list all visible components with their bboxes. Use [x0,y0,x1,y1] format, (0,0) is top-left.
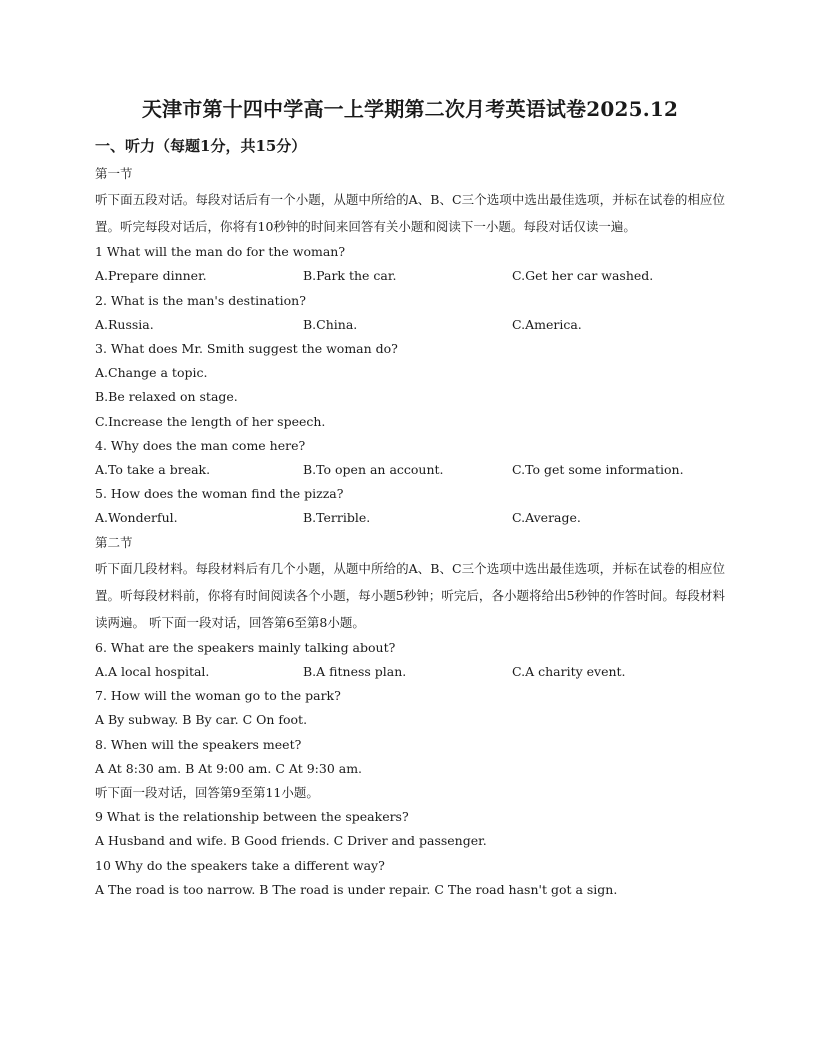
q3-option-b: B.Be relaxed on stage. [95,389,238,405]
question-6-options [95,660,725,684]
part1-label: 第一节 [95,166,133,181]
exam-page [95,94,725,902]
question-3: 3. What does Mr. Smith suggest the woman do? [95,341,398,357]
question-10: 10 Why do the speakers take a different way? [95,857,385,873]
q6-option-b: B.A fitness plan. [303,664,407,680]
q8-options: A At 8:30 am. B At 9:00 am. C At 9:30 am. [95,760,363,776]
question-5: 5. How does the woman find the pizza? [95,486,344,502]
question-6: 6. What are the speakers mainly talking about? [95,639,396,655]
q10-options: A The road is too narrow. B The road is under repair. C The road hasn't got a sign. [95,881,618,897]
q4-option-b: B.To open an account. [303,462,444,478]
q4-option-a: A.To take a break. [95,462,211,478]
q4-option-c: C.To get some information. [512,462,684,478]
q7-options: A By subway. B By car. C On foot. [95,712,308,728]
q3-option-a: A.Change a topic. [95,365,208,381]
q2-option-b: B.China. [303,316,358,332]
question-8: 8. When will the speakers meet? [95,736,302,752]
part1-instructions: 听下面五段对话。每段对话后有一个小题，从题中所给的A、B、C三个选项中选出最佳选项，并标在试卷的相应位置。听完每段对话后，你将有10秒钟的时间来回答有关小题和阅读下一小题。每段对话仅读一遍。 [95,192,725,235]
q1-option-b: B.Park the car. [303,268,397,284]
question-1: 1 What will the man do for the woman? [95,244,346,260]
question-7: 7. How will the woman go to the park? [95,688,341,704]
page-title: 天津市第十四中学高一上学期第二次月考英语试卷2025.12 [141,97,679,121]
question-9: 9 What is the relationship between the speakers? [95,809,409,825]
part2-instructions: 听下面几段材料。每段材料后有几个小题，从题中所给的A、B、C三个选项中选出最佳选项，并标在试卷的相应位置。听每段材料前，你将有时间阅读各个小题，每小题5秒钟；听完后，各小题将给出5秒钟的作答时间。每段材料读两遍。 听下面一段对话，回答第6至第8小题。 [95,560,725,630]
q1-option-c: C.Get her car washed. [512,268,654,284]
question-2: 2. What is the man's destination? [95,292,306,308]
q3-option-c: C.Increase the length of her speech. [95,413,326,429]
q5-option-b: B.Terrible. [303,510,371,526]
q9-options: A Husband and wife. B Good friends. C Driver and passenger. [95,833,487,849]
q5-option-c: C.Average. [512,510,581,526]
section-listening-title: 一、听力（每题1分，共15分） [95,137,307,155]
question-4-options [95,458,725,482]
q2-option-a: A.Russia. [95,316,154,332]
part2-label: 第二节 [95,534,133,550]
question-4: 4. Why does the man come here? [95,437,306,453]
question-1-options [95,264,725,288]
question-5-options [95,506,725,530]
q2-option-c: C.America. [512,316,582,332]
note-questions-9-11: 听下面一段对话，回答第9至第11小题。 [95,785,319,801]
q6-option-a: A.A local hospital. [95,664,210,680]
question-2-options [95,313,725,337]
q6-option-c: C.A charity event. [512,664,626,680]
q1-option-a: A.Prepare dinner. [95,268,207,284]
q5-option-a: A.Wonderful. [95,510,178,526]
